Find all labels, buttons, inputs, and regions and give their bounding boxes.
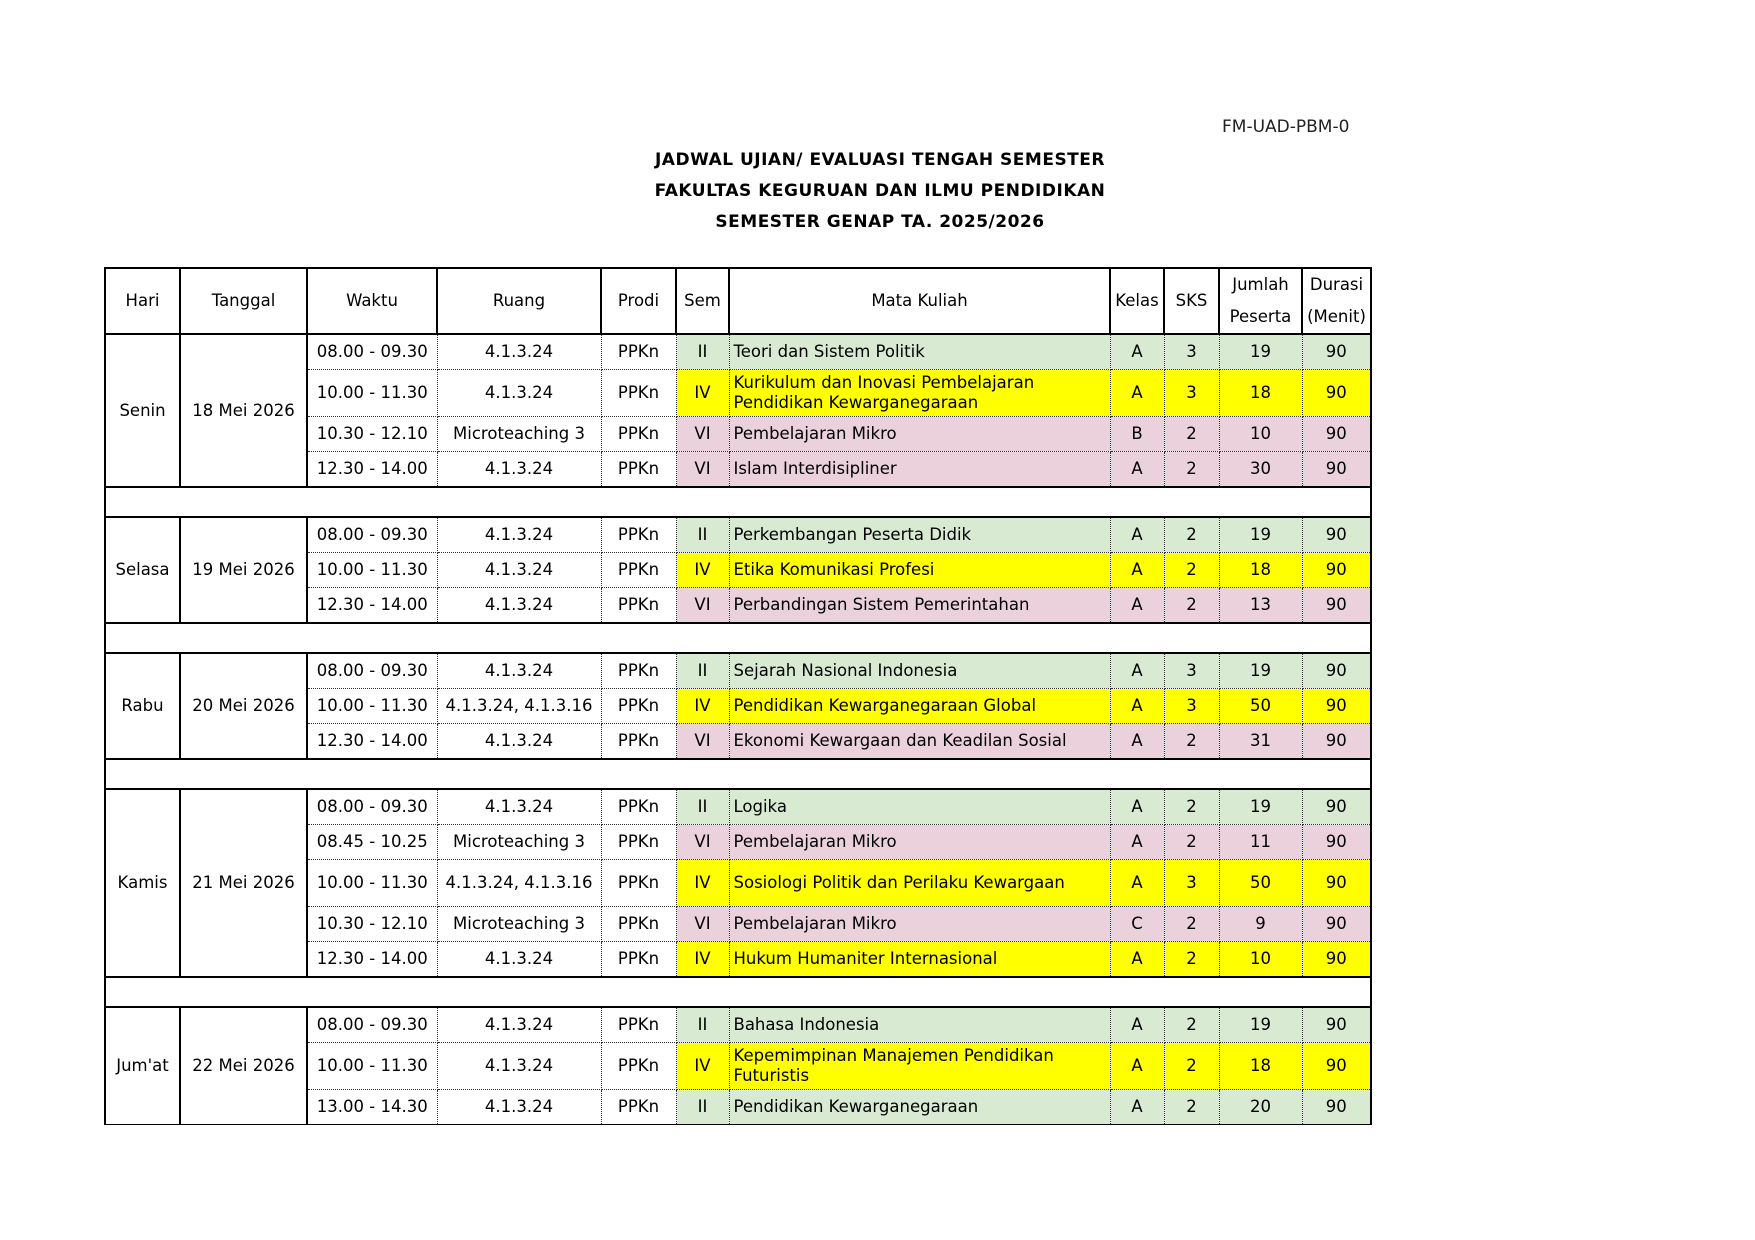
waktu-cell: 12.30 - 14.00 [307, 724, 437, 760]
spacer-row [105, 977, 1371, 1007]
waktu-cell: 08.45 - 10.25 [307, 825, 437, 860]
jumlah-cell: 18 [1219, 1043, 1302, 1090]
header-sks: SKS [1164, 268, 1219, 334]
jumlah-cell: 30 [1219, 452, 1302, 488]
prodi-cell: PPKn [601, 689, 676, 724]
header-ruang: Ruang [437, 268, 601, 334]
ruang-cell: 4.1.3.24, 4.1.3.16 [437, 860, 601, 907]
ruang-cell: 4.1.3.24 [437, 1007, 601, 1043]
mata-kuliah-cell: Pendidikan Kewarganegaraan [729, 1090, 1110, 1126]
durasi-cell: 90 [1302, 1090, 1371, 1126]
mata-kuliah-cell: Logika [729, 789, 1110, 825]
ruang-cell: 4.1.3.24 [437, 1090, 601, 1126]
prodi-cell: PPKn [601, 334, 676, 370]
sem-cell: II [676, 1090, 729, 1126]
mata-kuliah-cell: Kurikulum dan Inovasi Pembelajaran Pendidikan Kewarganegaraan [729, 370, 1110, 417]
durasi-cell: 90 [1302, 452, 1371, 488]
durasi-cell: 90 [1302, 689, 1371, 724]
sks-cell: 3 [1164, 334, 1219, 370]
sem-cell: IV [676, 942, 729, 978]
waktu-cell: 10.00 - 11.30 [307, 553, 437, 588]
sem-cell: II [676, 1007, 729, 1043]
date-cell: 22 Mei 2026 [180, 1007, 307, 1125]
schedule-table-container [104, 267, 1374, 1125]
ruang-cell: 4.1.3.24 [437, 588, 601, 624]
waktu-cell: 08.00 - 09.30 [307, 789, 437, 825]
day-cell: Kamis [105, 789, 180, 977]
table-row [105, 653, 1371, 689]
mata-kuliah-cell: Pembelajaran Mikro [729, 417, 1110, 452]
prodi-cell: PPKn [601, 588, 676, 624]
table-row [105, 334, 1371, 370]
durasi-cell: 90 [1302, 517, 1371, 553]
waktu-cell: 10.00 - 11.30 [307, 370, 437, 417]
durasi-cell: 90 [1302, 907, 1371, 942]
header-jumlah-line1: Jumlah [1232, 275, 1289, 294]
prodi-cell: PPKn [601, 825, 676, 860]
kelas-cell: A [1110, 452, 1164, 488]
kelas-cell: A [1110, 1043, 1164, 1090]
mata-kuliah-cell: Islam Interdisipliner [729, 452, 1110, 488]
header-prodi: Prodi [601, 268, 676, 334]
sks-cell: 3 [1164, 653, 1219, 689]
mata-kuliah-cell: Sosiologi Politik dan Perilaku Kewargaan [729, 860, 1110, 907]
sks-cell: 2 [1164, 588, 1219, 624]
jumlah-cell: 19 [1219, 517, 1302, 553]
durasi-cell: 90 [1302, 553, 1371, 588]
ruang-cell: Microteaching 3 [437, 907, 601, 942]
jumlah-cell: 50 [1219, 689, 1302, 724]
waktu-cell: 10.00 - 11.30 [307, 689, 437, 724]
jumlah-cell: 19 [1219, 653, 1302, 689]
header-durasi-line1: Durasi [1309, 275, 1364, 294]
waktu-cell: 08.00 - 09.30 [307, 1007, 437, 1043]
spacer-cell [105, 623, 1371, 653]
spacer-cell [105, 487, 1371, 517]
waktu-cell: 12.30 - 14.00 [307, 942, 437, 978]
durasi-cell: 90 [1302, 860, 1371, 907]
kelas-cell: C [1110, 907, 1164, 942]
date-cell: 19 Mei 2026 [180, 517, 307, 623]
mata-kuliah-cell: Sejarah Nasional Indonesia [729, 653, 1110, 689]
mata-kuliah-cell: Hukum Humaniter Internasional [729, 942, 1110, 978]
form-code: FM-UAD-PBM-0 [1222, 117, 1350, 137]
table-row [105, 789, 1371, 825]
prodi-cell: PPKn [601, 860, 676, 907]
waktu-cell: 13.00 - 14.30 [307, 1090, 437, 1126]
sem-cell: VI [676, 907, 729, 942]
header-jumlah-line2: Peserta [1229, 307, 1292, 326]
kelas-cell: A [1110, 334, 1164, 370]
ruang-cell: 4.1.3.24 [437, 1043, 601, 1090]
prodi-cell: PPKn [601, 553, 676, 588]
jumlah-cell: 10 [1219, 942, 1302, 978]
prodi-cell: PPKn [601, 789, 676, 825]
spacer-cell [105, 977, 1371, 1007]
ruang-cell: 4.1.3.24 [437, 370, 601, 417]
kelas-cell: A [1110, 689, 1164, 724]
sks-cell: 2 [1164, 825, 1219, 860]
jumlah-cell: 10 [1219, 417, 1302, 452]
sem-cell: VI [676, 417, 729, 452]
mata-kuliah-cell: Teori dan Sistem Politik [729, 334, 1110, 370]
sks-cell: 2 [1164, 517, 1219, 553]
sks-cell: 2 [1164, 452, 1219, 488]
durasi-cell: 90 [1302, 417, 1371, 452]
faculty-title: FAKULTAS KEGURUAN DAN ILMU PENDIDIKAN [654, 181, 1106, 201]
kelas-cell: A [1110, 1007, 1164, 1043]
sem-cell: VI [676, 588, 729, 624]
sem-cell: VI [676, 825, 729, 860]
jumlah-cell: 18 [1219, 553, 1302, 588]
mata-kuliah-cell: Pendidikan Kewarganegaraan Global [729, 689, 1110, 724]
ruang-cell: 4.1.3.24 [437, 942, 601, 978]
durasi-cell: 90 [1302, 942, 1371, 978]
sem-cell: IV [676, 689, 729, 724]
mata-kuliah-cell: Pembelajaran Mikro [729, 825, 1110, 860]
prodi-cell: PPKn [601, 942, 676, 978]
durasi-cell: 90 [1302, 789, 1371, 825]
durasi-cell: 90 [1302, 334, 1371, 370]
semester-title: SEMESTER GENAP TA. 2025/2026 [715, 212, 1045, 232]
spacer-row [105, 759, 1371, 789]
prodi-cell: PPKn [601, 417, 676, 452]
sem-cell: IV [676, 1043, 729, 1090]
durasi-cell: 90 [1302, 825, 1371, 860]
durasi-cell: 90 [1302, 653, 1371, 689]
ruang-cell: 4.1.3.24 [437, 553, 601, 588]
header-mata-kuliah: Mata Kuliah [729, 268, 1110, 334]
waktu-cell: 08.00 - 09.30 [307, 653, 437, 689]
durasi-cell: 90 [1302, 588, 1371, 624]
date-cell: 21 Mei 2026 [180, 789, 307, 977]
day-cell: Senin [105, 334, 180, 487]
sem-cell: VI [676, 724, 729, 760]
waktu-cell: 12.30 - 14.00 [307, 452, 437, 488]
header-waktu: Waktu [307, 268, 437, 334]
mata-kuliah-cell: Perkembangan Peserta Didik [729, 517, 1110, 553]
sks-cell: 2 [1164, 789, 1219, 825]
prodi-cell: PPKn [601, 724, 676, 760]
jumlah-cell: 50 [1219, 860, 1302, 907]
jumlah-cell: 11 [1219, 825, 1302, 860]
header-tanggal: Tanggal [180, 268, 307, 334]
jumlah-cell: 19 [1219, 789, 1302, 825]
sks-cell: 2 [1164, 724, 1219, 760]
document-title: JADWAL UJIAN/ EVALUASI TENGAH SEMESTER [654, 150, 1105, 170]
prodi-cell: PPKn [601, 452, 676, 488]
waktu-cell: 10.30 - 12.10 [307, 417, 437, 452]
header-jumlah-peserta [1219, 268, 1302, 334]
spacer-row [105, 487, 1371, 517]
sks-cell: 2 [1164, 553, 1219, 588]
sem-cell: VI [676, 452, 729, 488]
kelas-cell: A [1110, 588, 1164, 624]
waktu-cell: 10.30 - 12.10 [307, 907, 437, 942]
ruang-cell: 4.1.3.24 [437, 653, 601, 689]
jumlah-cell: 19 [1219, 334, 1302, 370]
sem-cell: II [676, 789, 729, 825]
spacer-cell [105, 759, 1371, 789]
header-sem: Sem [676, 268, 729, 334]
day-cell: Jum'at [105, 1007, 180, 1125]
durasi-cell: 90 [1302, 1007, 1371, 1043]
header-hari: Hari [105, 268, 180, 334]
ruang-cell: 4.1.3.24 [437, 452, 601, 488]
waktu-cell: 08.00 - 09.30 [307, 334, 437, 370]
sks-cell: 3 [1164, 689, 1219, 724]
mata-kuliah-cell: Perbandingan Sistem Pemerintahan [729, 588, 1110, 624]
kelas-cell: A [1110, 1090, 1164, 1126]
mata-kuliah-cell: Ekonomi Kewargaan dan Keadilan Sosial [729, 724, 1110, 760]
durasi-cell: 90 [1302, 724, 1371, 760]
header-durasi [1302, 268, 1371, 334]
prodi-cell: PPKn [601, 370, 676, 417]
spacer-row [105, 623, 1371, 653]
sks-cell: 2 [1164, 1007, 1219, 1043]
header-durasi-line2: (Menit) [1307, 307, 1366, 326]
date-cell: 18 Mei 2026 [180, 334, 307, 487]
kelas-cell: A [1110, 825, 1164, 860]
kelas-cell: B [1110, 417, 1164, 452]
ruang-cell: 4.1.3.24 [437, 724, 601, 760]
jumlah-cell: 13 [1219, 588, 1302, 624]
waktu-cell: 10.00 - 11.30 [307, 1043, 437, 1090]
sem-cell: IV [676, 553, 729, 588]
waktu-cell: 12.30 - 14.00 [307, 588, 437, 624]
ruang-cell: 4.1.3.24 [437, 789, 601, 825]
day-cell: Rabu [105, 653, 180, 759]
kelas-cell: A [1110, 860, 1164, 907]
kelas-cell: A [1110, 370, 1164, 417]
durasi-cell: 90 [1302, 370, 1371, 417]
prodi-cell: PPKn [601, 1043, 676, 1090]
prodi-cell: PPKn [601, 517, 676, 553]
kelas-cell: A [1110, 942, 1164, 978]
header-kelas: Kelas [1110, 268, 1164, 334]
sks-cell: 3 [1164, 370, 1219, 417]
sem-cell: II [676, 334, 729, 370]
mata-kuliah-cell: Kepemimpinan Manajemen Pendidikan Futuristis [729, 1043, 1110, 1090]
sks-cell: 3 [1164, 860, 1219, 907]
prodi-cell: PPKn [601, 907, 676, 942]
sem-cell: II [676, 517, 729, 553]
table-row [105, 517, 1371, 553]
sks-cell: 2 [1164, 907, 1219, 942]
jumlah-cell: 20 [1219, 1090, 1302, 1126]
sks-cell: 2 [1164, 1043, 1219, 1090]
day-cell: Selasa [105, 517, 180, 623]
ruang-cell: 4.1.3.24 [437, 334, 601, 370]
prodi-cell: PPKn [601, 1007, 676, 1043]
jumlah-cell: 18 [1219, 370, 1302, 417]
waktu-cell: 08.00 - 09.30 [307, 517, 437, 553]
kelas-cell: A [1110, 553, 1164, 588]
jumlah-cell: 31 [1219, 724, 1302, 760]
mata-kuliah-cell: Pembelajaran Mikro [729, 907, 1110, 942]
ruang-cell: Microteaching 3 [437, 417, 601, 452]
sks-cell: 2 [1164, 1090, 1219, 1126]
ruang-cell: 4.1.3.24 [437, 517, 601, 553]
date-cell: 20 Mei 2026 [180, 653, 307, 759]
waktu-cell: 10.00 - 11.30 [307, 860, 437, 907]
kelas-cell: A [1110, 724, 1164, 760]
kelas-cell: A [1110, 653, 1164, 689]
jumlah-cell: 19 [1219, 1007, 1302, 1043]
sem-cell: IV [676, 370, 729, 417]
ruang-cell: Microteaching 3 [437, 825, 601, 860]
mata-kuliah-cell: Bahasa Indonesia [729, 1007, 1110, 1043]
durasi-cell: 90 [1302, 1043, 1371, 1090]
sem-cell: II [676, 653, 729, 689]
sks-cell: 2 [1164, 942, 1219, 978]
jumlah-cell: 9 [1219, 907, 1302, 942]
prodi-cell: PPKn [601, 653, 676, 689]
sem-cell: IV [676, 860, 729, 907]
table-row [105, 1007, 1371, 1043]
schedule-table [104, 267, 1372, 1125]
kelas-cell: A [1110, 517, 1164, 553]
header-row [105, 268, 1371, 334]
prodi-cell: PPKn [601, 1090, 676, 1126]
sks-cell: 2 [1164, 417, 1219, 452]
mata-kuliah-cell: Etika Komunikasi Profesi [729, 553, 1110, 588]
kelas-cell: A [1110, 789, 1164, 825]
ruang-cell: 4.1.3.24, 4.1.3.16 [437, 689, 601, 724]
